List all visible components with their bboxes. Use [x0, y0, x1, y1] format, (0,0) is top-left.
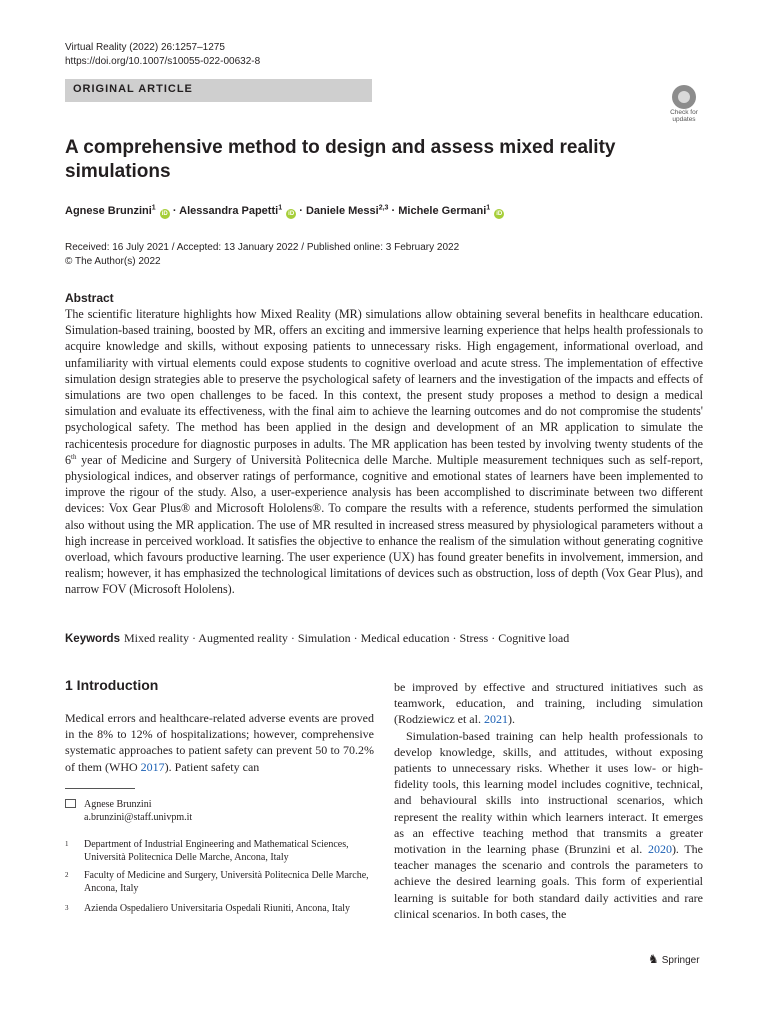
abstract-body	[65, 306, 703, 598]
keywords-label: Keywords	[65, 633, 120, 645]
publisher-logo	[648, 952, 700, 968]
springer-horse-icon: ♞	[648, 952, 659, 966]
keywords-list: Mixed reality · Augmented reality · Simulation · Medical education · Stress · Cognitive load	[123, 631, 570, 645]
abstract-text-part1: The scientific literature highlights how Mixed Reality (MR) simulations allow obtaining several benefits in healthcare education. Simulation-based training, boosted by MR, offers an exciting and immersive learning experience that helps health professionals to acquire knowledge and skills, without exposing patients to unnecessary risks. High engagement, informational overload, and unfamiliarity with virtual elements could expose students to cognitive overload and acute stress. The implementation of effective simulation design strategies able to preserve the psychological safety of learners and the investigation of the impacts and effects of simulations are two open challenges to be faced. In this context, the present study proposes a method to design a medical simulation and evaluate its effectiveness, with the final aim to achieve the learning outcomes and do not compromise the students' psychological safety. The method has been applied in the design and development of an MR application to simulate the rachicentesis procedure for diagnostic purposes in adults. The MR application has been tested by involving twenty students of the 6	[65, 307, 703, 467]
intro-left-tail: ). Patient safety can	[164, 759, 260, 774]
doi-link[interactable]: https://doi.org/10.1007/s10055-022-00632-8	[65, 56, 261, 67]
author-affiliation: 1	[278, 204, 283, 212]
affiliation-number: 3	[65, 904, 69, 912]
author-name: Daniele Messi	[305, 205, 379, 217]
publisher-name: Springer	[661, 955, 700, 966]
intro-right-p1-text: be improved by effective and structured initiatives such as teamwork, education, and training, including simulation (Rodziewicz et al.	[394, 680, 703, 727]
footnote-divider	[65, 788, 135, 789]
author-affiliation: 1	[151, 204, 156, 212]
author-affiliation: 2,3	[378, 204, 389, 212]
keywords	[65, 630, 705, 647]
check-for-updates-badge[interactable]	[664, 85, 704, 125]
abstract-superscript: th	[71, 452, 77, 461]
affiliation-text: Azienda Ospedaliero Universitaria Ospedali Riuniti, Ancona, Italy	[84, 903, 351, 914]
intro-paragraph	[394, 679, 703, 728]
affiliation-text: Department of Industrial Engineering and Mathematical Sciences, Università Politecnica Delle Marche, Ancona, Italy	[84, 839, 349, 863]
intro-paragraph	[394, 728, 703, 922]
author-name: Alessandra Papetti	[179, 205, 279, 217]
citation-link[interactable]: 2020	[647, 842, 672, 857]
article-title: A comprehensive method to design and assess mixed reality simulations	[65, 137, 616, 182]
intro-left-column	[65, 710, 374, 775]
orcid-icon[interactable]: iD	[496, 211, 503, 217]
affiliation-text: Faculty of Medicine and Surgery, Università Politecnica Delle Marche, Ancona, Italy	[84, 870, 369, 894]
intro-right-p1-tail: ).	[507, 712, 515, 727]
section-heading-introduction: 1 Introduction	[65, 677, 159, 693]
envelope-icon	[65, 799, 76, 808]
article-type-banner	[65, 79, 372, 102]
orcid-icon[interactable]: iD	[288, 211, 295, 217]
abstract-text-part2: year of Medicine and Surgery of Università Politecnica delle Marche. Multiple measurement techniques such as self-report, physiological indices, and observer ratings of performance, cognitive and emotional states of learners have been implemented to improve the rigour of the study. Also, a user-experience analysis has been accomplished to discriminate between two different devices: Vox Gear Plus® and Microsoft Hololens®. To compare the results with a reference, students performed the simulation also without using the MR application. The use of MR resulted in increased stress measured by physiological parameters without a high increase in perceived workload. It satisfies the objective to enhance the realism of the simulation without generating cognitive overload, which favours productive learning. The user experience (UX) has found greater benefits in involvement, immersion, and realism; however, it has emphasized the technological limitations of devices such as obstruction, loss of depth (Vox Gear Plus), and narrow FOV (Microsoft Hololens).	[65, 452, 703, 597]
affiliation-number: 2	[65, 871, 69, 879]
copyright-notice: © The Author(s) 2022	[65, 256, 161, 267]
corresponding-author-email[interactable]: a.brunzini@staff.univpm.it	[84, 812, 193, 823]
article-type-label: ORIGINAL ARTICLE	[73, 83, 193, 95]
author-list: Agnese Brunzini$^1$ iD · Alessandra Papetti$^1$ iD · Daniele Messi$^{2,3}$ · Michele Germani$^1$ iD	[65, 204, 503, 217]
orcid-icon[interactable]: iD	[161, 211, 168, 217]
check-updates-icon	[672, 85, 696, 109]
corresponding-author-name: Agnese Brunzini	[84, 799, 152, 810]
journal-citation: Virtual Reality (2022) 26:1257–1275	[65, 42, 225, 53]
intro-right-p2-text: Simulation-based training can help health professionals to develop knowledge, skills, and attitudes, without exposing patients to unnecessary risks. Whether it uses low- or high-fidelity tools, this learning model includes cognitive, technical, and behavioural skills into instructional scenarios, which represent the reality within which learners interact. It emerges as an effective teaching method that transmits a greater motivation in the learning phase (Brunzini et al.	[394, 728, 703, 857]
citation-link[interactable]: 2021	[483, 712, 508, 727]
intro-right-p2-tail: ). The teacher manages the scenario and controls the parameters to achieve the desired learning goals. This form of experiential learning is suitable for both standard daily activities and rare clinical scenarios. In both cases, the	[394, 842, 703, 921]
author-affiliation: 1	[486, 204, 491, 212]
author-name: Agnese Brunzini	[65, 205, 152, 217]
intro-left-text: Medical errors and healthcare-related adverse events are proved in the 8% to 12% of hospitalizations; however, comprehensive systematic approaches to patient safety can prevent 50 to 70.2% of them (WHO	[65, 711, 374, 774]
citation-link[interactable]: 2017	[140, 759, 165, 774]
intro-right-column	[394, 679, 703, 922]
check-updates-label: Check for updates	[670, 109, 698, 123]
author-name: Michele Germani	[398, 205, 487, 217]
abstract-heading: Abstract	[65, 291, 114, 305]
publication-dates: Received: 16 July 2021 / Accepted: 13 January 2022 / Published online: 3 February 2022	[65, 242, 460, 253]
affiliation-number: 1	[65, 840, 69, 848]
